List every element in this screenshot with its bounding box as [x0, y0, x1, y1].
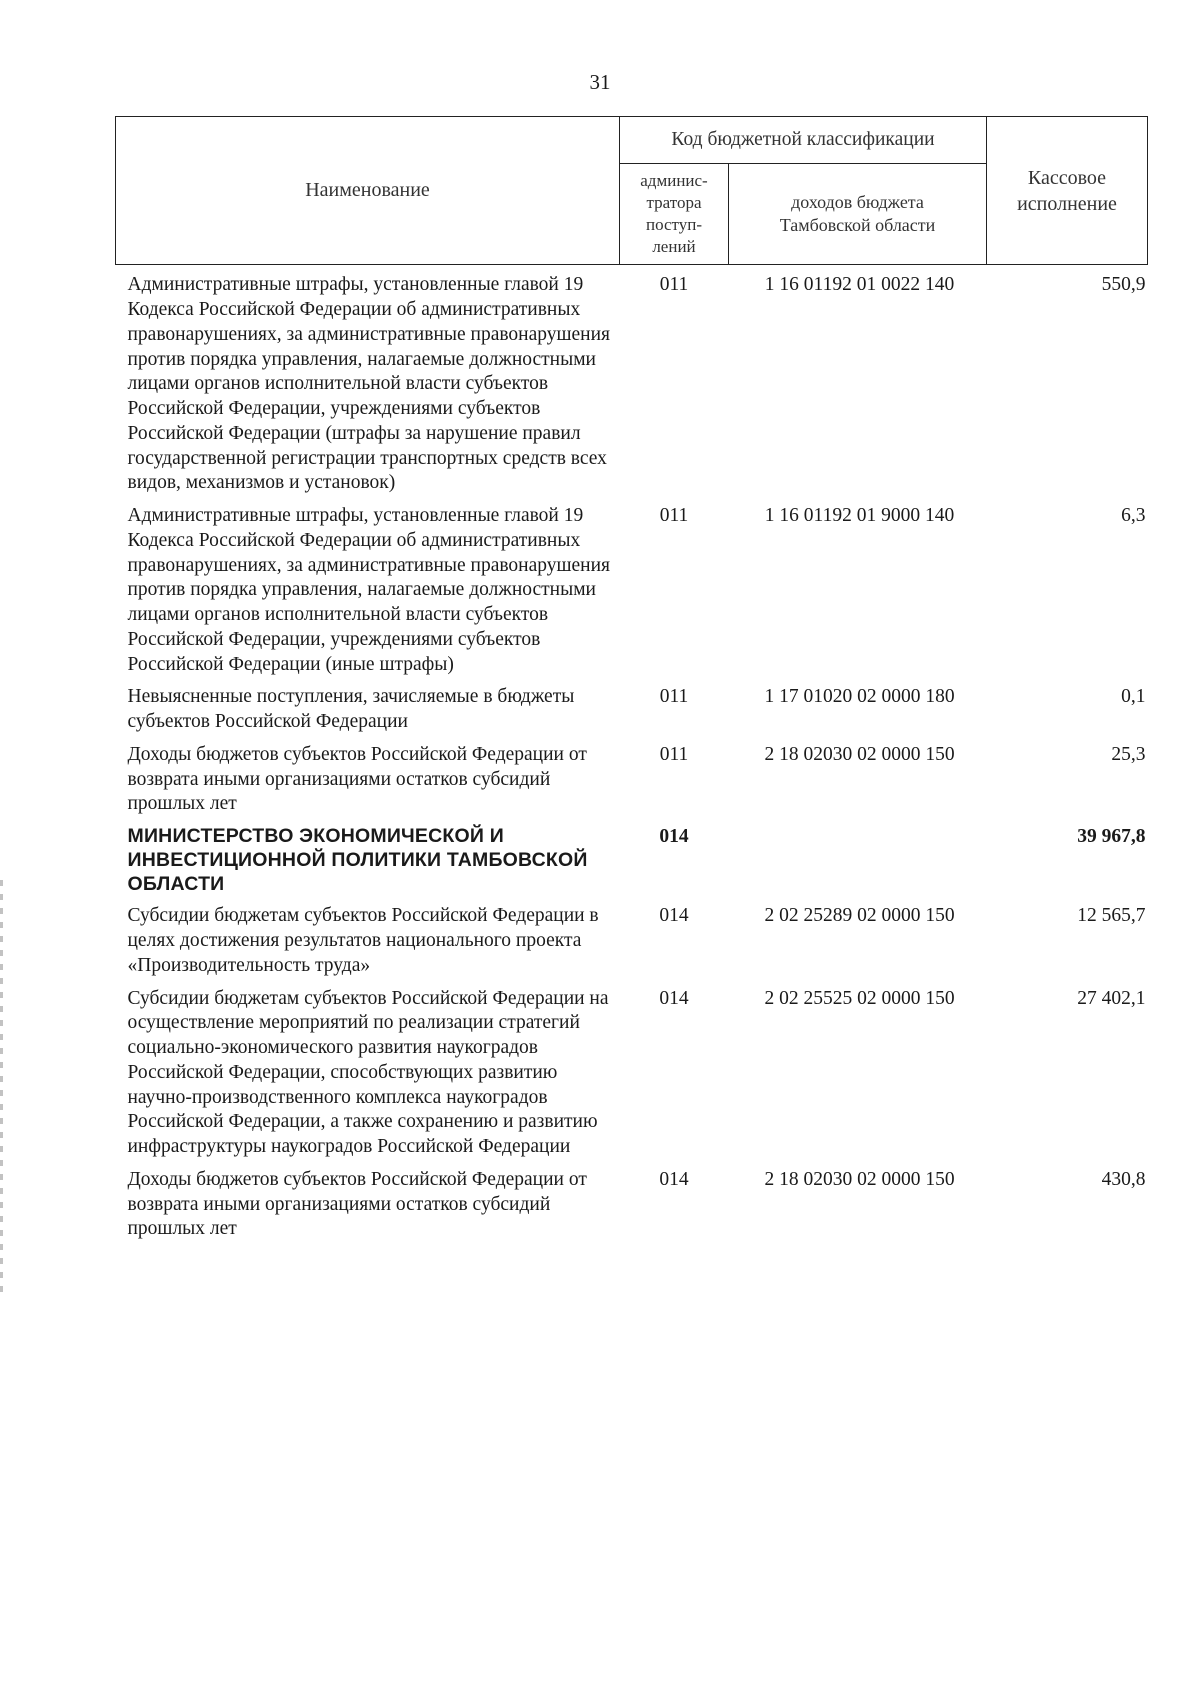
table-row [116, 743, 1148, 825]
row-name: Субсидии бюджетам субъектов Российской Федерации в целях достижения результатов национального проекта «Производительность труда» [127, 905, 599, 976]
row-admin-code: 014 [659, 905, 689, 927]
header-admin-line-1: админис- [640, 171, 708, 190]
row-revenue-code: 2 02 25289 02 0000 150 [764, 905, 955, 927]
header-amount [987, 117, 1148, 265]
page-number: 31 [589, 70, 611, 94]
ministry-revenue-code [729, 825, 987, 904]
header-revenue-code [729, 164, 987, 265]
row-name: Административные штрафы, установленные главой 19 Кодекса Российской Федерации об административных правонарушениях, за административные правонарушения против порядка управления, налагаемые должностными лицами органов исполнительной власти субъектов Российской Федерации, учреждениями субъектов Российской Федерации (иные штрафы) [127, 505, 611, 675]
header-admin-line-3: поступ- [645, 215, 703, 235]
row-amount: 12 565,7 [1077, 905, 1146, 927]
header-administrator [620, 164, 729, 265]
row-revenue-code: 1 16 01192 01 0022 140 [764, 274, 955, 296]
table-row [116, 904, 1148, 986]
row-revenue-code: 1 17 01020 02 0000 180 [764, 686, 955, 708]
table-row [116, 685, 1148, 743]
row-revenue-code: 2 18 02030 02 0000 150 [764, 1168, 955, 1190]
row-admin-code: 011 [659, 505, 689, 527]
row-revenue-code: 2 02 25525 02 0000 150 [764, 987, 955, 1009]
row-revenue-code: 2 18 02030 02 0000 150 [764, 743, 955, 765]
row-admin-code: 011 [659, 274, 689, 296]
row-admin-code: 014 [659, 987, 689, 1009]
header-admin-line-4: лений [652, 237, 696, 257]
table-row [116, 273, 1148, 504]
row-name: Доходы бюджетов субъектов Российской Федерации от возврата иными организациями остатков субсидий прошлых лет [127, 1168, 587, 1240]
row-amount: 27 402,1 [1077, 987, 1146, 1009]
ministry-total-amount: 39 967,8 [1077, 826, 1146, 848]
row-name: Субсидии бюджетам субъектов Российской Федерации на осуществление мероприятий по реализации стратегий социально-экономического развития наукоградов Российской Федерации, способствующих развитию научно-производственного комплекса наукоградов Российской Федерации, а также сохранению и развитию инфраструктуры наукоградов Российской Федерации [127, 987, 609, 1158]
table-row [116, 504, 1148, 685]
table-body [116, 265, 1148, 1250]
row-amount: 550,9 [1101, 274, 1146, 296]
row-admin-code: 014 [659, 1168, 689, 1190]
header-code-line-2: Тамбовской области [779, 215, 936, 236]
ministry-name: МИНИСТЕРСТВО ЭКОНОМИЧЕСКОЙ И ИНВЕСТИЦИОННОЙ ПОЛИТИКИ ТАМБОВСКОЙ ОБЛАСТИ [127, 825, 588, 895]
budget-table [115, 116, 1148, 1250]
row-revenue-code: 1 16 01192 01 9000 140 [764, 505, 955, 527]
scan-edge-marks [0, 880, 3, 1300]
row-amount: 25,3 [1111, 743, 1146, 765]
row-amount: 0,1 [1121, 686, 1146, 708]
row-amount: 6,3 [1121, 505, 1146, 527]
row-admin-code: 011 [659, 743, 689, 765]
table-row [116, 987, 1148, 1168]
row-admin-code: 011 [659, 686, 689, 708]
header-amount-line-1: Кассовое [1027, 166, 1107, 189]
header-code-line-1: доходов бюджета [791, 191, 924, 212]
header-budget-code-group: Код бюджетной классификации [620, 117, 987, 164]
row-name: Невыясненные поступления, зачисляемые в бюджеты субъектов Российской Федерации [127, 686, 575, 733]
row-name: Доходы бюджетов субъектов Российской Федерации от возврата иными организациями остатков субсидий прошлых лет [127, 743, 587, 815]
row-name: Административные штрафы, установленные главой 19 Кодекса Российской Федерации об административных правонарушениях, за административные правонарушения против порядка управления, налагаемые должностными лицами органов исполнительной власти субъектов Российской Федерации, учреждениями субъектов Российской Федерации (штрафы за нарушение правил государственной регистрации транспортных средств всех видов, механизмов и установок) [127, 274, 611, 494]
ministry-admin-code: 014 [659, 826, 689, 848]
header-name: Наименование [116, 117, 620, 265]
row-amount: 430,8 [1101, 1168, 1146, 1190]
header-admin-line-2: тратора [646, 193, 702, 213]
table-row [116, 1168, 1148, 1250]
header-amount-line-2: исполнение [1017, 192, 1117, 215]
ministry-row [116, 825, 1148, 904]
table-header [116, 117, 1148, 265]
